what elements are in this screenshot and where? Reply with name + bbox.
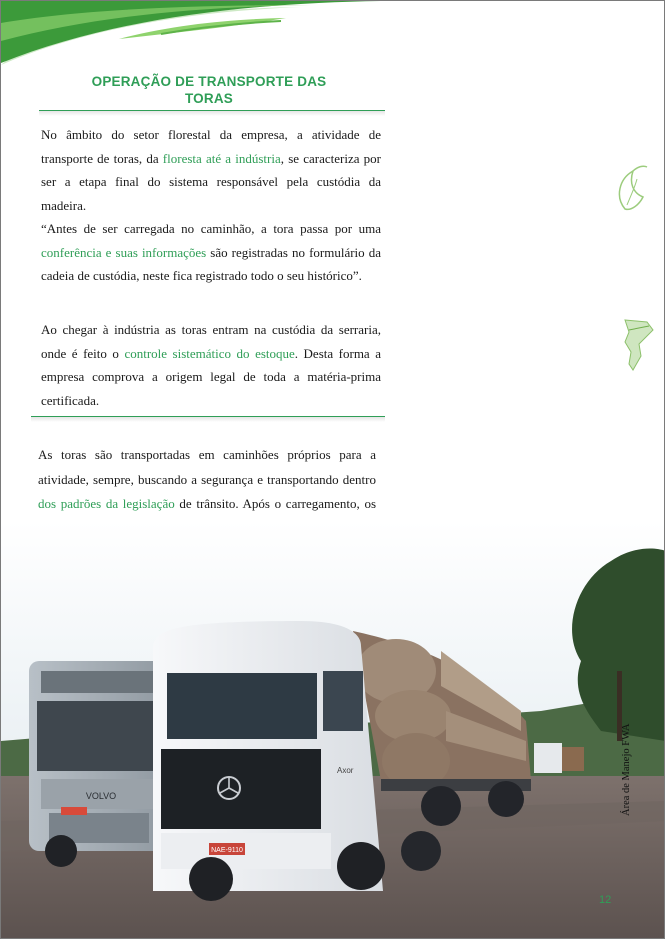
para1-text-b: , se caracteriza por ser a etapa final do sistema responsável pela custódia da madeira. — [41, 150, 382, 213]
para2-text-b: . Desta forma a empresa comprova a origem legal de toda a matéria-prima certificada. — [41, 345, 381, 408]
leaf-ornament-icon — [613, 161, 653, 213]
title-divider-shadow — [39, 111, 385, 116]
para2-text-a: Ao chegar à indústria as toras entram na custódia da serraria, onde é feito o — [41, 322, 381, 361]
para1-highlight: floresta até a indústria — [162, 150, 281, 166]
para2-highlight: controle sistemático do estoque — [124, 345, 295, 361]
paragraph-industry — [41, 318, 381, 412]
axor-model-label: Axor — [337, 766, 354, 775]
page-number: 12 — [599, 894, 612, 906]
paragraph-quote — [41, 217, 381, 288]
map-ornament-icon — [619, 316, 659, 374]
trucks-photo — [1, 521, 665, 939]
quote-text-a: “Antes de ser carregada no caminhão, a tora passa por uma — [41, 221, 381, 236]
page-title — [41, 73, 377, 107]
trucks-photo-illustration — [1, 521, 665, 939]
para3-text-b: de trânsito. Após o carregamento, os — [179, 496, 376, 511]
quote-text-b: são registradas no formulário da cadeia de custódia, neste fica registrado todo o seu histórico”. — [41, 244, 381, 283]
paragraph-transport-intro — [41, 123, 381, 217]
leaf-swoosh-decoration — [1, 1, 401, 71]
para1-text-a: No âmbito do setor florestal da empresa, a atividade de transporte de toras, da — [41, 127, 381, 166]
para3-highlight-legislation: dos padrões da legislação — [38, 496, 175, 511]
license-plate: NAE-9110 — [211, 847, 243, 854]
volvo-brand-label: VOLVO — [85, 791, 117, 801]
side-caption: Área de Manejo FWA — [621, 723, 632, 816]
title-line-2: TORAS — [184, 91, 233, 106]
title-line-1: OPERAÇÃO DE TRANSPORTE DAS — [91, 74, 327, 89]
volvo-truck — [29, 661, 174, 867]
quote-highlight: conferência e suas informações — [41, 244, 207, 260]
section-divider-shadow — [31, 417, 385, 422]
para3-text-a: As toras são transportadas em caminhões próprios para a atividade, sempre, buscando a segurança e transportando dentro — [38, 447, 376, 487]
